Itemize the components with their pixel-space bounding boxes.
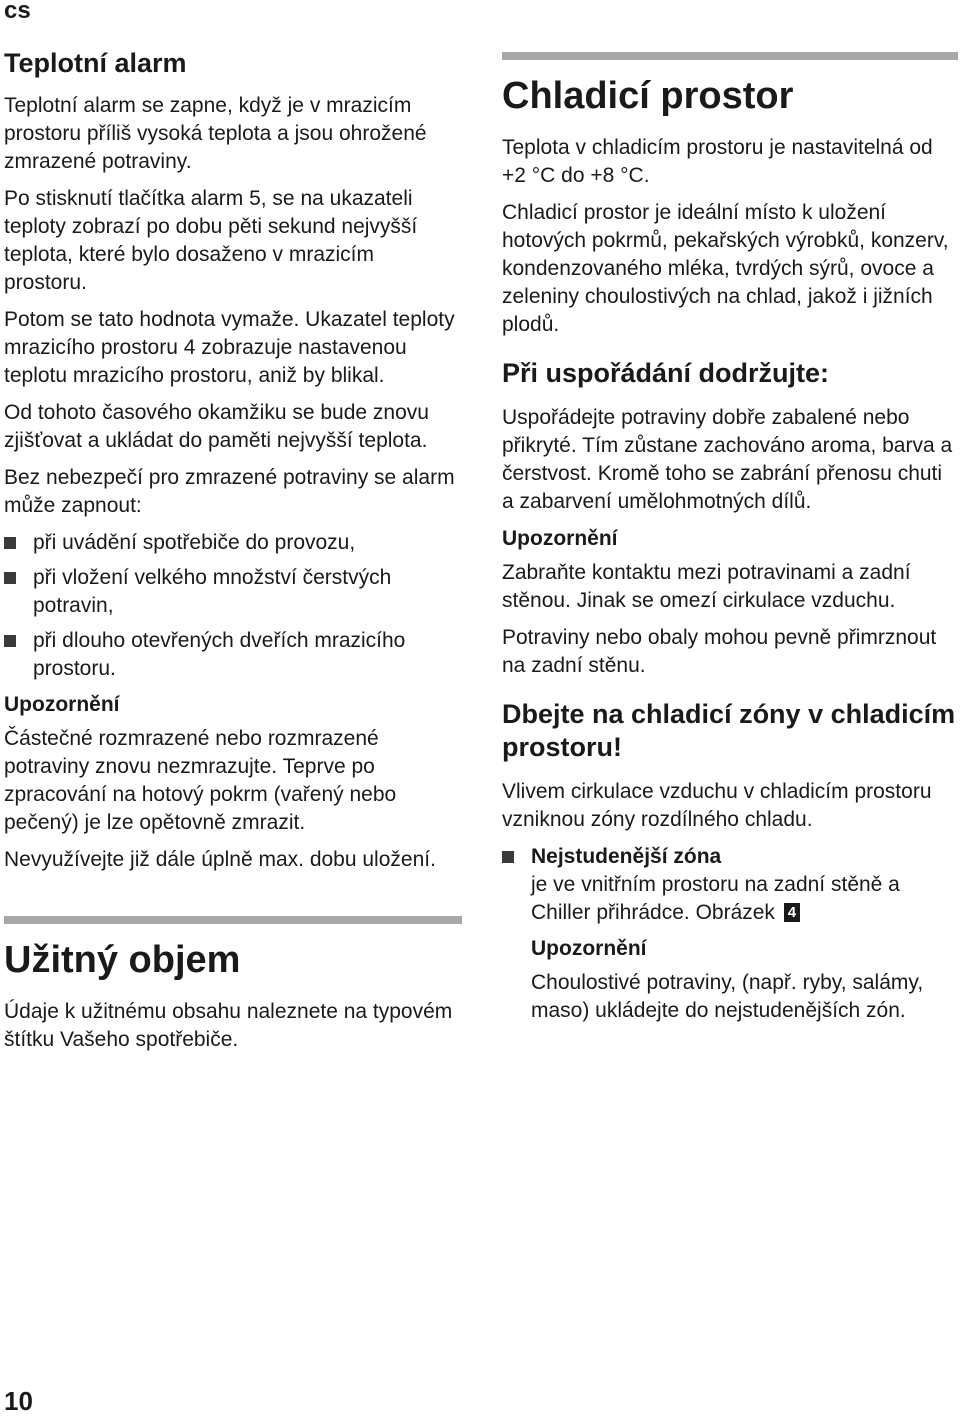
section-divider <box>502 52 958 60</box>
list-item <box>4 564 462 620</box>
zones-list <box>502 843 958 927</box>
zone-text: je ve vnitřním prostoru na zadní stěně a Chiller přihrádce. Obrázek <box>531 873 900 924</box>
note-title: Upozornění <box>502 527 618 550</box>
paragraph: Potraviny nebo obaly mohou pevně přimrznout na zadní stěnu. <box>502 626 937 677</box>
list-item-text: při uvádění spotřebiče do provozu, <box>33 531 356 554</box>
heading-temperature-alarm: Teplotní alarm <box>4 48 187 78</box>
paragraph: Bez nebezpečí pro zmrazené potraviny se alarm může zapnout: <box>4 466 455 517</box>
note-title: Upozornění <box>4 693 120 716</box>
paragraph: Po stisknutí tlačítka alarm 5, se na ukazateli teploty zobrazí po dobu pěti sekund nejvyšší teplota, které bylo dosaženo v mrazicím prostoru. <box>4 187 418 294</box>
paragraph: Zabraňte kontaktu mezi potravinami a zadní stěnou. Jinak se omezí cirkulace vzduchu. <box>502 561 911 612</box>
paragraph: Nevyužívejte již dále úplně max. dobu uložení. <box>4 848 436 871</box>
paragraph: Od tohoto časového okamžiku se bude znovu zjišťovat a ukládat do paměti nejvyšší teplota. <box>4 401 429 452</box>
square-bullet-icon <box>4 537 16 549</box>
paragraph: Částečné rozmrazené nebo rozmrazené potraviny znovu nezmrazujte. Teprve po zpracování na hotový pokrm (vařený nebo pečený) je lze opětovně zmrazit. <box>4 727 397 834</box>
right-column <box>502 52 958 1034</box>
figure-reference: 4 <box>784 903 800 922</box>
heading-fridge-compartment: Chladicí prostor <box>502 75 794 117</box>
section-divider <box>4 916 462 924</box>
list-item-text: při vložení velkého množství čerstvých potravin, <box>33 566 392 617</box>
paragraph: Chladicí prostor je ideální místo k uložení hotových pokrmů, pekařských výrobků, konzerv, kondenzovaného mléka, tvrdých sýrů, ovoce a zeleniny choulostivých na chlad, jakož i jižních plodů. <box>502 201 949 336</box>
zone-title: Nejstudenější zóna <box>531 845 722 868</box>
list-item <box>4 529 462 557</box>
paragraph: Choulostivé potraviny, (např. ryby, salámy, maso) ukládejte do nejstudenějších zón. <box>531 971 924 1022</box>
paragraph: Údaje k užitnému obsahu naleznete na typovém štítku Vašeho spotřebiče. <box>4 1000 453 1051</box>
language-code: cs <box>4 0 31 24</box>
paragraph: Teplotní alarm se zapne, když je v mrazicím prostoru příliš vysoká teplota a jsou ohrožené zmrazené potraviny. <box>4 94 427 173</box>
paragraph: Uspořádejte potraviny dobře zabalené nebo přikryté. Tím zůstane zachováno aroma, barva a čerstvost. Kromě toho se zabrání přenosu chuti a zabarvení umělohmotných dílů. <box>502 406 953 513</box>
square-bullet-icon <box>4 572 16 584</box>
paragraph: Teplota v chladicím prostoru je nastavitelná od +2 °C do +8 °C. <box>502 136 933 187</box>
list-item-text: při dlouho otevřených dveřích mrazicího prostoru. <box>33 629 406 680</box>
paragraph: Potom se tato hodnota vymaže. Ukazatel teploty mrazicího prostoru 4 zobrazuje nastavenou teplotu mrazicího prostoru, aniž by blikal. <box>4 308 455 387</box>
square-bullet-icon <box>502 851 514 863</box>
paragraph: Vlivem cirkulace vzduchu v chladicím prostoru vzniknou zóny rozdílného chladu. <box>502 780 932 831</box>
heading-arrangement: Při uspořádání dodržujte: <box>502 358 830 388</box>
list-item <box>502 843 958 927</box>
list-item <box>4 627 462 683</box>
zone-note <box>502 935 958 1025</box>
left-column <box>4 46 462 1063</box>
heading-cooling-zones: Dbejte na chladicí zóny v chladicím prostoru! <box>502 699 956 762</box>
square-bullet-icon <box>4 635 16 647</box>
alarm-conditions-list <box>4 529 462 683</box>
heading-usable-volume: Užitný objem <box>4 939 241 981</box>
note-title: Upozornění <box>531 937 647 960</box>
page-number: 10 <box>4 1386 33 1416</box>
